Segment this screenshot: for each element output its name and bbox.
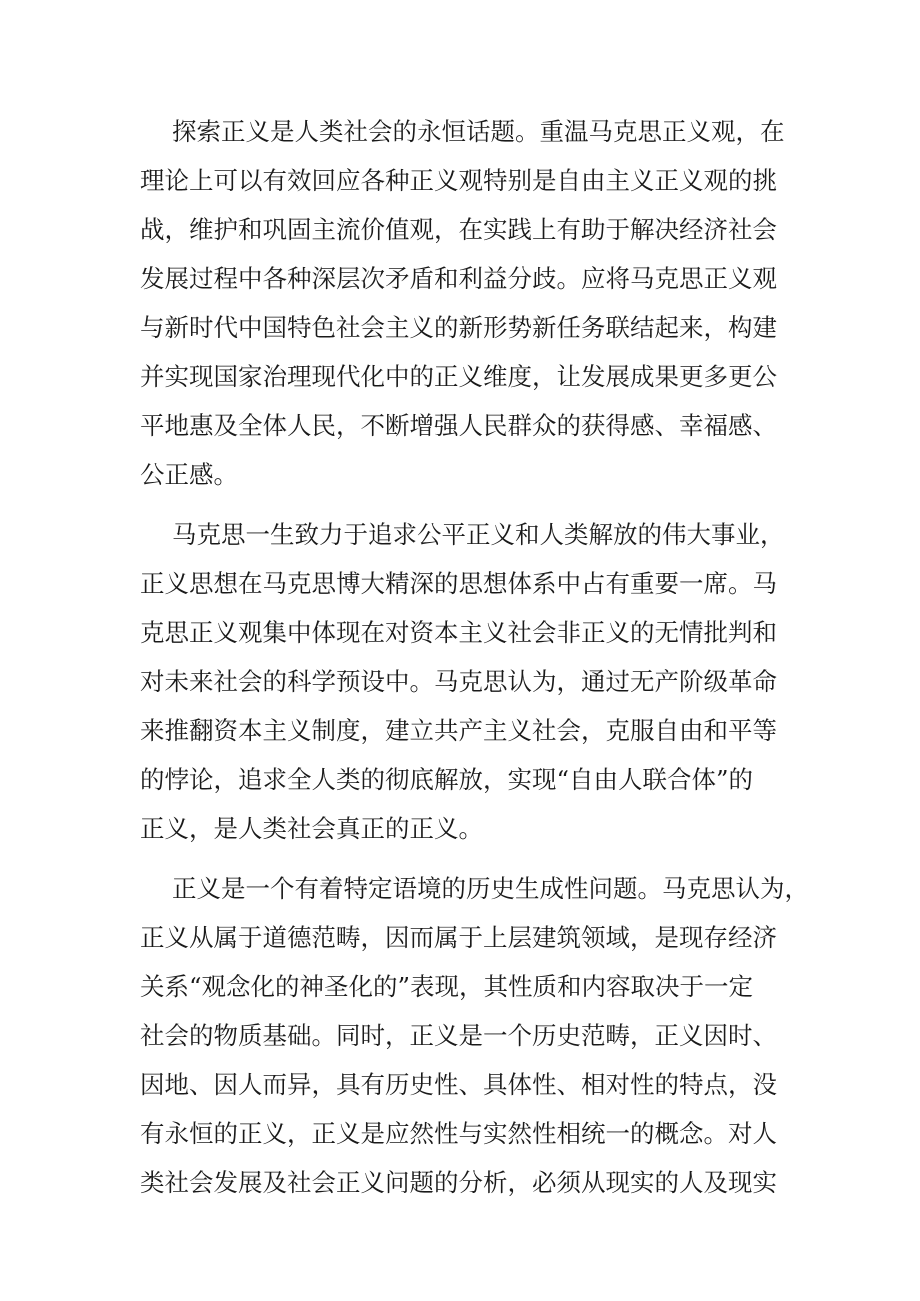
paragraph-line: 发展过程中各种深层次矛盾和利益分歧。应将马克思正义观	[140, 264, 777, 293]
paragraph-line: 理论上可以有效回应各种正义观特别是自由主义正义观的挑	[140, 166, 777, 195]
paragraph-line: 类社会发展及社会正义问题的分析，必须从现实的人及现实	[140, 1168, 777, 1197]
paragraph-line: 正义，是人类社会真正的正义。	[140, 814, 483, 843]
paragraph-line: 有永恒的正义，正义是应然性与实然性相统一的概念。对人	[140, 1119, 777, 1148]
paragraph-line: 战，维护和巩固主流价值观，在实践上有助于解决经济社会	[140, 215, 777, 244]
paragraph-line: 社会的物质基础。同时，正义是一个历史范畴，正义因时、	[140, 1021, 777, 1050]
paragraph-line: 并实现国家治理现代化中的正义维度，让发展成果更多更公	[140, 362, 777, 391]
paragraph-line: 正义是一个有着特定语境的历史生成性问题。马克思认为，	[172, 874, 809, 903]
paragraph-line: 来推翻资本主义制度，建立共产主义社会，克服自由和平等	[140, 716, 777, 745]
paragraph-line: 对未来社会的科学预设中。马克思认为，通过无产阶级革命	[140, 667, 777, 696]
paragraph-line: 与新时代中国特色社会主义的新形势新任务联结起来，构建	[140, 313, 777, 342]
paragraph-line: 正义思想在马克思博大精深的思想体系中占有重要一席。马	[140, 569, 777, 598]
paragraph-line: 因地、因人而异，具有历史性、具体性、相对性的特点，没	[140, 1070, 777, 1099]
paragraph-line: 正义从属于道德范畴，因而属于上层建筑领域，是现存经济	[140, 923, 777, 952]
paragraph-line: 探索正义是人类社会的永恒话题。重温马克思正义观，在	[172, 117, 785, 146]
paragraph-line: 马克思一生致力于追求公平正义和人类解放的伟大事业，	[172, 520, 785, 549]
paragraph-line: 克思正义观集中体现在对资本主义社会非正义的无情批判和	[140, 618, 777, 647]
paragraph-line: 公正感。	[140, 460, 238, 489]
paragraph-line: 平地惠及全体人民，不断增强人民群众的获得感、幸福感、	[140, 411, 777, 440]
paragraph-line: 的悖论，追求全人类的彻底解放，实现“自由人联合体”的	[140, 765, 754, 794]
paragraph-line: 关系“观念化的神圣化的”表现，其性质和内容取决于一定	[140, 972, 754, 1001]
